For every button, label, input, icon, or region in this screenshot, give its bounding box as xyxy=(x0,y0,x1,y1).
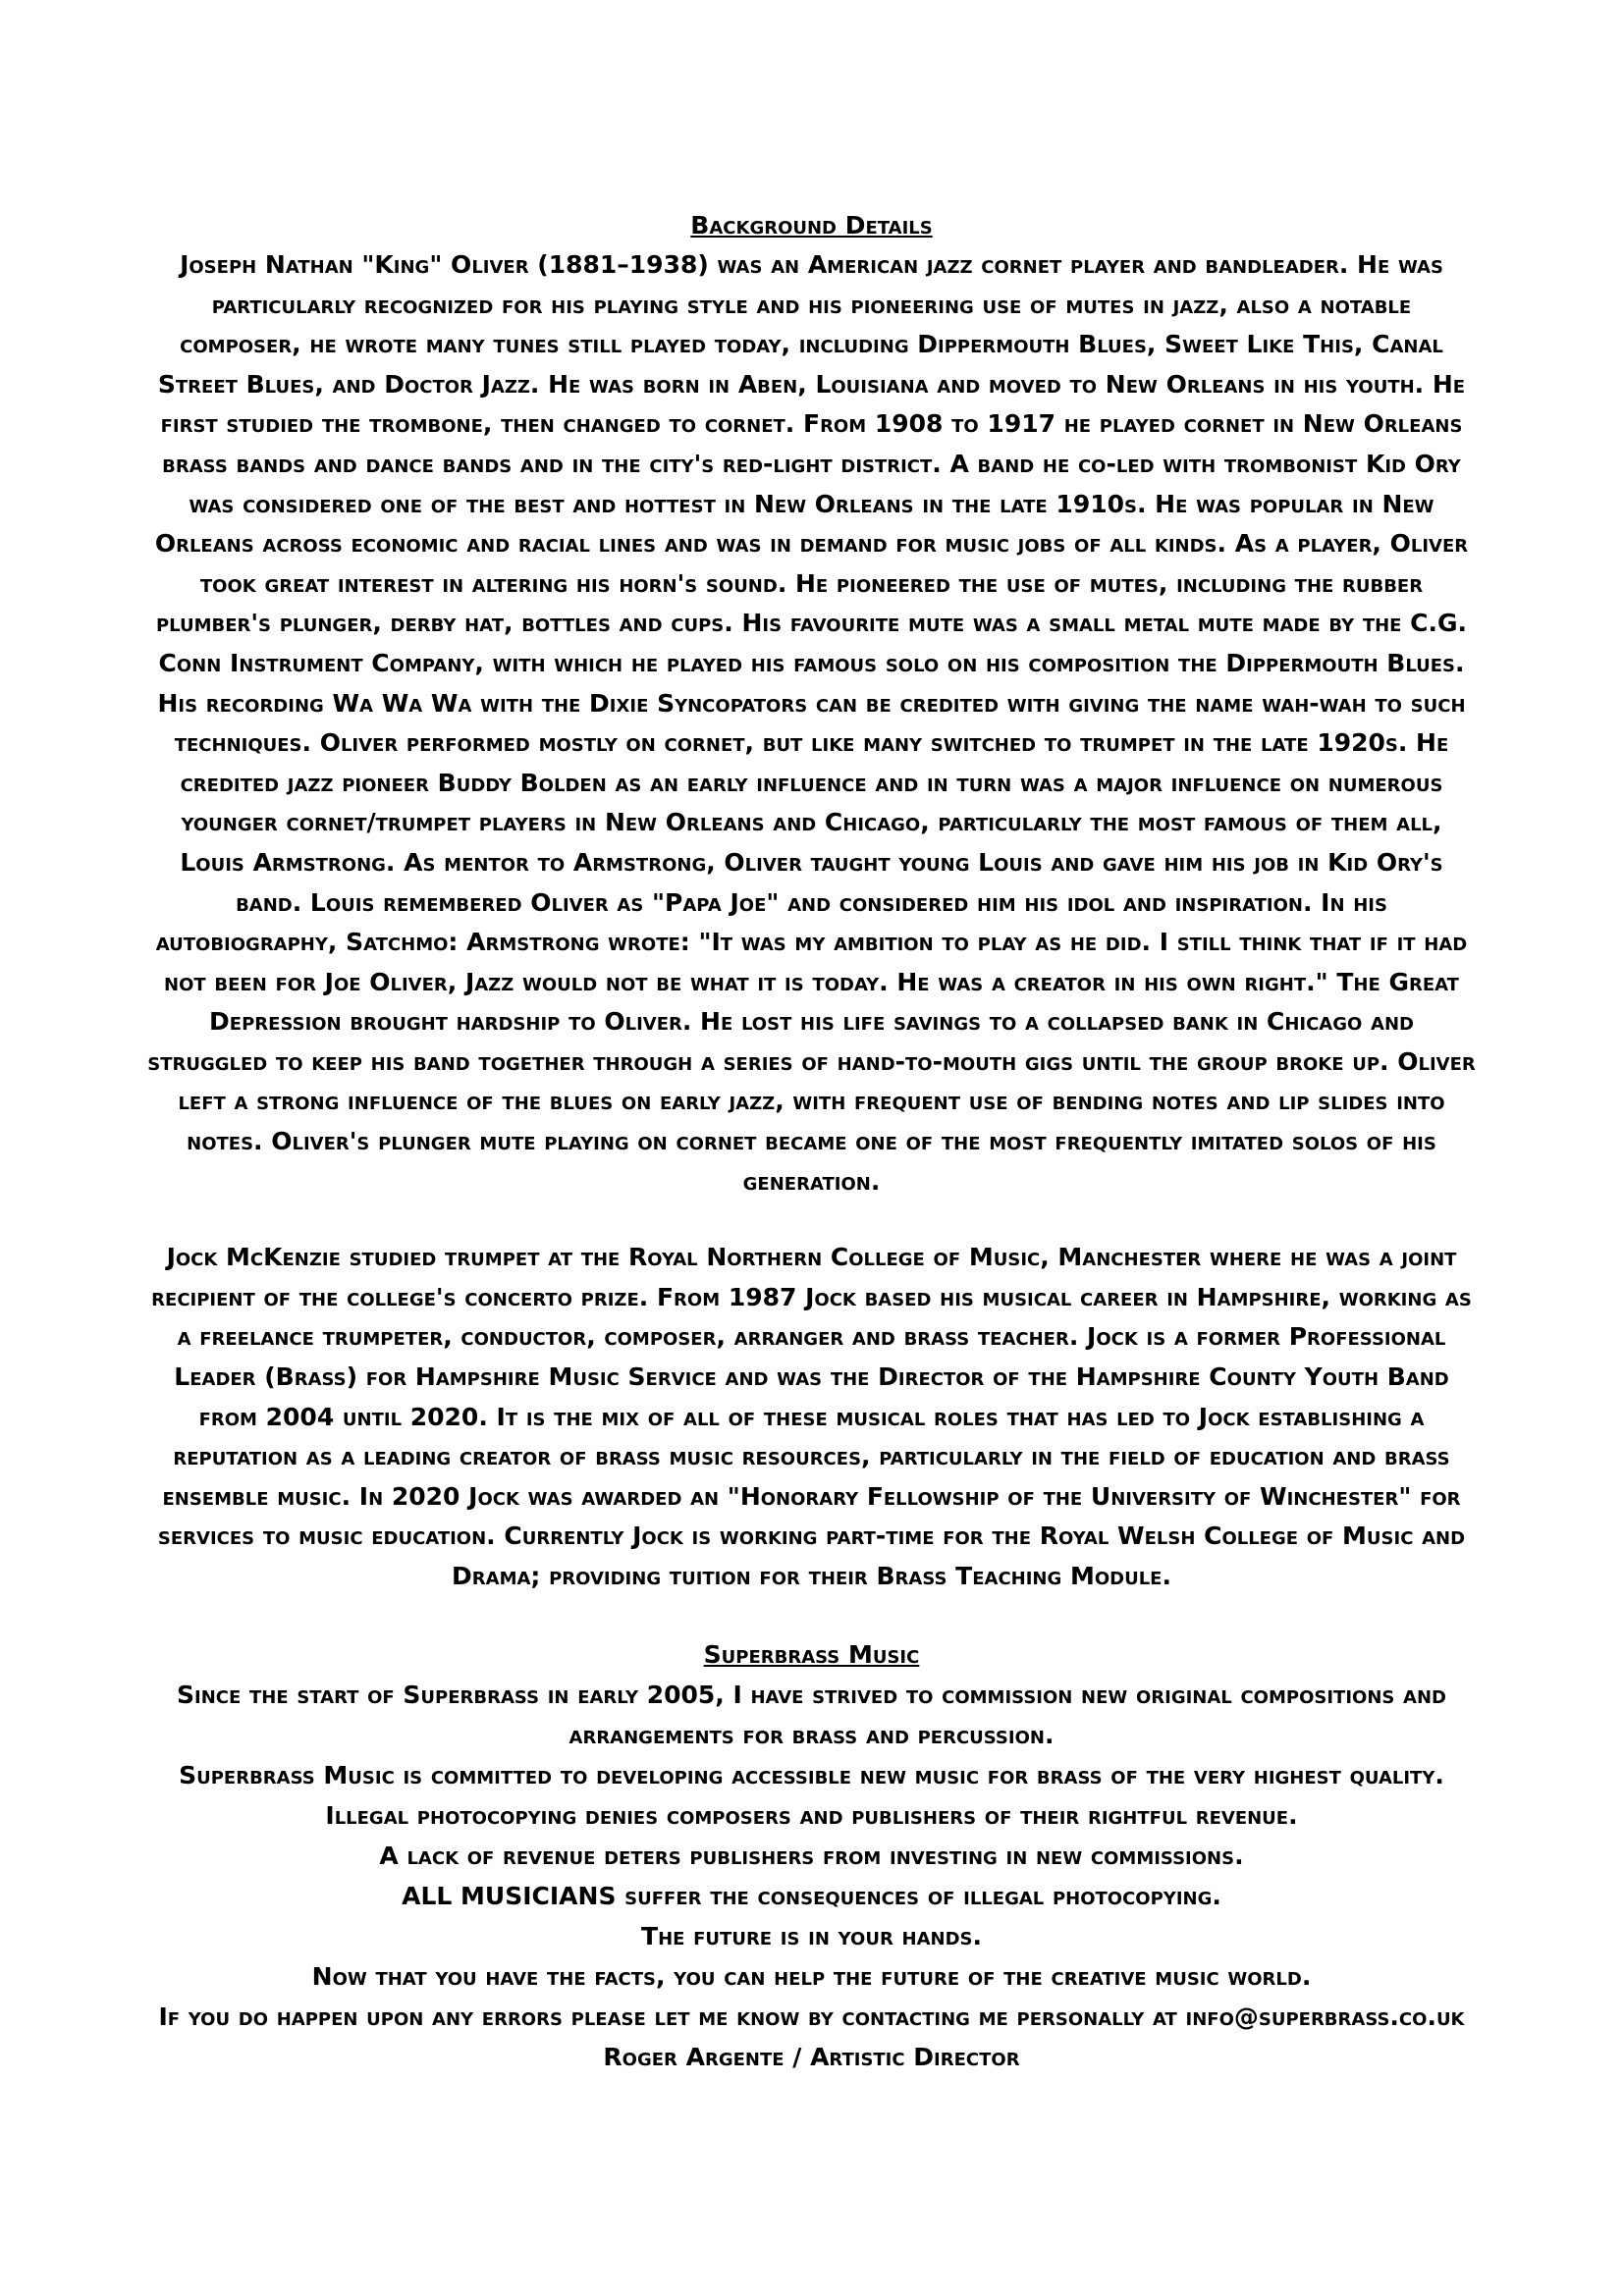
king-oliver-paragraph: Joseph Nathan "King" Oliver (1881–1938) was an American jazz cornet player and bandleader. He was particularly recognized for his playing style and his pioneering use of mutes in jazz, also a notable composer, he wrote many tunes still played today, including Dippermouth Blues, Sweet Like This, Canal Street Blues, and Doctor Jazz. He was born in Aben, Louisiana and moved to New Orleans in his youth. He first studied the trombone, then changed to cornet. From 1908 to 1917 he played cornet in New Orleans brass bands and dance bands and in the city's red-light district. A band he co-led with trombonist Kid Ory was considered one of the best and hottest in New Orleans in the late 1910s. He was popular in New Orleans across economic and racial lines and was in demand for music jobs of all kinds. As a player, Oliver took great interest in altering his horn's sound. He pioneered the use of mutes, including the rubber plumber's plunger, derby hat, bottles and cups. His favourite mute was a small metal mute made by the C.G. Conn Instrument Company, with which he played his famous solo on his composition the Dippermouth Blues. His recording Wa Wa Wa with the Dixie Syncopators can be credited with giving the name wah-wah to such techniques. Oliver performed mostly on cornet, but like many switched to trumpet in the late 1920s. He credited jazz pioneer Buddy Bolden as an early influence and in turn was a major influence on numerous younger cornet/trumpet players in New Orleans and Chicago, particularly the most famous of them all, Louis Armstrong. As mentor to Armstrong, Oliver taught young Louis and gave him his job in Kid Ory's band. Louis remembered Oliver as "Papa Joe" and considered him his idol and inspiration. In his autobiography, Satchmo: Armstrong wrote: "It was my ambition to play as he did. I still think that if it had not been for Joe Oliver, Jazz would not be what it is today. He was a creator in his own right." The Great Depression brought hardship to Oliver. He lost his life savings to a collapsed bank in Chicago and struggled to keep his band together through a series of hand-to-mouth gigs until the group broke up. Oliver left a strong influence of the blues on early jazz, with frequent use of bending notes and lip slides into notes. Oliver's plunger mute playing on cornet became one of the most frequently imitated solos of his generation. xyxy=(147,250,1476,1196)
superbrass-music-heading: Superbrass Music xyxy=(703,1639,920,1669)
paragraph-spacer xyxy=(147,1201,1476,1238)
background-details-heading: Background Details xyxy=(690,211,933,240)
future-line: The future is in your hands. xyxy=(641,1921,982,1950)
signature: Roger Argente / Artistic Director xyxy=(603,2042,1020,2071)
musicians-line-rest: suffer the consequences of illegal photocopying. xyxy=(616,1881,1221,1910)
jock-mckenzie-paragraph: Jock McKenzie studied trumpet at the Royal Northern College of Music, Manchester where he was a joint recipient of the college's concerto prize. From 1987 Jock based his musical career in Hampshire, working as a freelance trumpeter, conductor, composer, arranger and brass teacher. Jock is a former Professional Leader (Brass) for Hampshire Music Service and was the Director of the Hampshire County Youth Band from 2004 until 2020. It is the mix of all of these musical roles that has led to Jock establishing a reputation as a leading creator of brass music resources, particularly in the field of education and brass ensemble music. In 2020 Jock was awarded an "Honorary Fellowship of the University of Winchester" for services to music education. Currently Jock is working part-time for the Royal Welsh College of Music and Drama; providing tuition for their Brass Teaching Module. xyxy=(151,1243,1472,1590)
facts-line: Now that you have the facts, you can help the future of the creative music world. xyxy=(311,1961,1312,1991)
all-musicians-emphasis: ALL MUSICIANS xyxy=(402,1881,617,1910)
superbrass-intro: Since the start of Superbrass in early 2005, I have strived to commission new original compositions and arrangements for brass and percussion. xyxy=(177,1680,1446,1749)
photocopying-line: Illegal photocopying denies composers and publishers of their rightful revenue. xyxy=(325,1800,1298,1830)
document-page xyxy=(147,206,1476,2077)
musicians-line xyxy=(147,1876,1476,1916)
revenue-line: A lack of revenue deters publishers from investing in new commissions. xyxy=(379,1841,1244,1870)
errors-contact-line: If you do happen upon any errors please let me know by contacting me personally at info@superbrass.co.uk xyxy=(158,2002,1465,2031)
superbrass-commitment-line: Superbrass Music is committed to developing accessible new music for brass of the very highest quality. xyxy=(179,1760,1444,1789)
section-spacer xyxy=(147,1597,1476,1635)
